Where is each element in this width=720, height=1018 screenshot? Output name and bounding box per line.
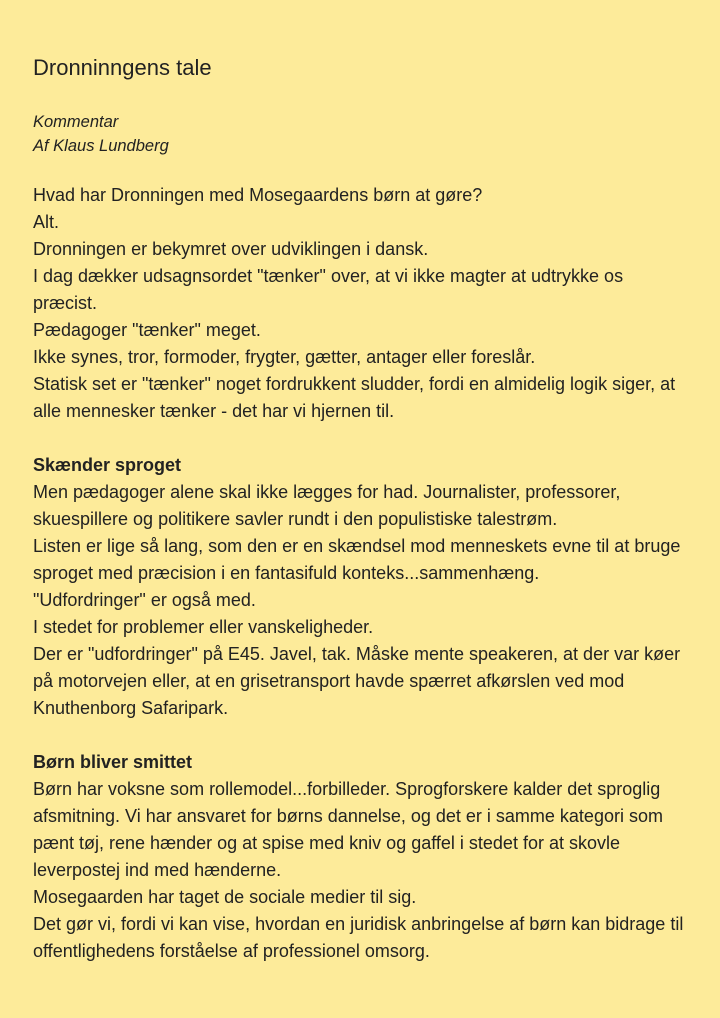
article-section-skaender-sproget xyxy=(33,452,687,722)
section-heading: Børn bliver smittet xyxy=(33,752,193,772)
paragraph: "Udfordringer" er også med. xyxy=(33,590,256,610)
paragraph: Der er "udfordringer" på E45. Javel, tak. Måske mente speakeren, at der var køer på motorvejen eller, at en grisetransport havde spærret afkørslen ved mod Knuthenborg Safaripark. xyxy=(33,644,681,718)
paragraph: Det gør vi, fordi vi kan vise, hvordan en juridisk anbringelse af børn kan bidrage til offentlighedens forståelse af professionel omsorg. xyxy=(33,914,684,961)
paragraph: Børn har voksne som rollemodel...forbilleder. Sprogforskere kalder det sproglig afsmitning. Vi har ansvaret for børns dannelse, og det er i samme kategori som pænt tøj, rene hænder og at spise med kniv og gaffel i stedet for at skovle leverpostej ind med hænderne. xyxy=(33,779,663,880)
paragraph: Alt. xyxy=(33,212,60,232)
paragraph: Ikke synes, tror, formoder, frygter, gætter, antager eller foreslår. xyxy=(33,347,536,367)
article-title: Dronninngens tale xyxy=(33,55,212,80)
paragraph: Pædagoger "tænker" meget. xyxy=(33,320,261,340)
byline xyxy=(33,110,687,158)
paragraph: Listen er lige så lang, som den er en skændsel mod menneskets evne til at bruge sproget med præcision i en fantasifuld konteks...sammenhæng. xyxy=(33,536,681,583)
paragraph: Hvad har Dronningen med Mosegaardens børn at gøre? xyxy=(33,185,483,205)
paragraph: I stedet for problemer eller vanskeligheder. xyxy=(33,617,374,637)
paragraph: Mosegaarden har taget de sociale medier til sig. xyxy=(33,887,417,907)
byline-author: Af Klaus Lundberg xyxy=(33,137,169,155)
paragraph: Statisk set er "tænker" noget fordrukkent sludder, fordi en almidelig logik siger, at alle mennesker tænker - det har vi hjernen til. xyxy=(33,374,676,421)
paragraph: Men pædagoger alene skal ikke lægges for had. Journalister, professorer, skuespillere og politikere savler rundt i den populistiske talestrøm. xyxy=(33,482,621,529)
paragraph: I dag dækker udsagnsordet "tænker" over, at vi ikke magter at udtrykke os præcist. xyxy=(33,266,624,313)
section-heading: Skænder sproget xyxy=(33,455,182,475)
paragraph: Dronningen er bekymret over udviklingen i dansk. xyxy=(33,239,429,259)
article-section-boern-bliver-smittet xyxy=(33,749,687,965)
byline-kicker: Kommentar xyxy=(33,113,119,131)
article-section-intro xyxy=(33,182,687,425)
